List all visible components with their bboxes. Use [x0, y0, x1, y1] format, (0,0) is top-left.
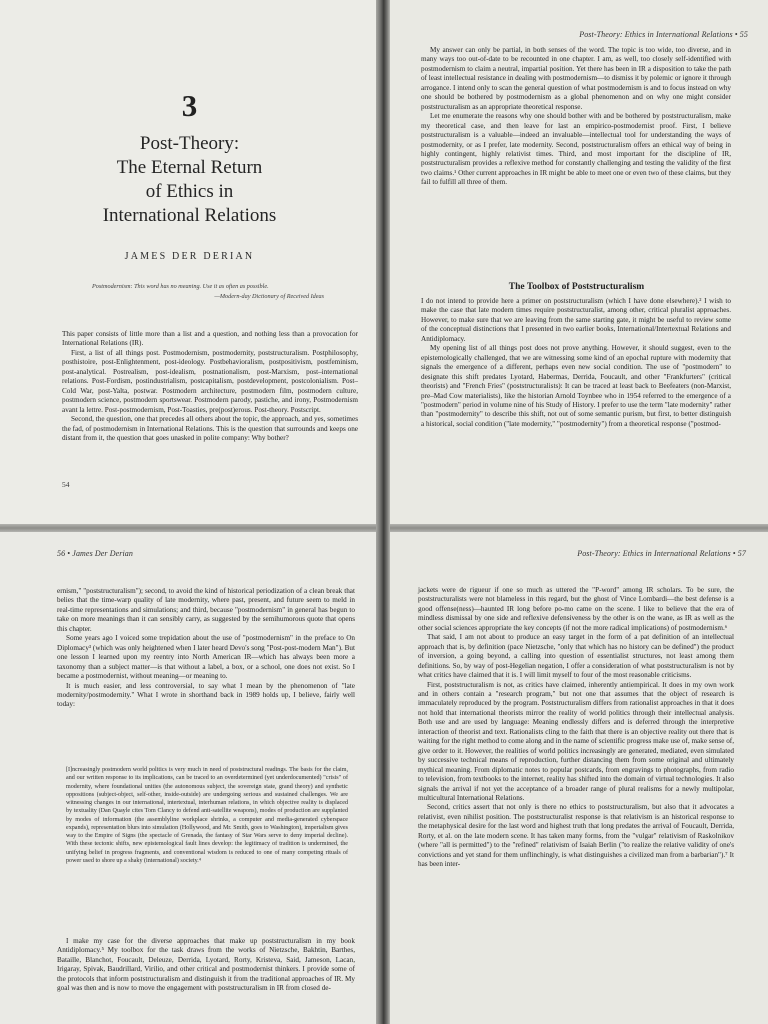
epigraph — [92, 282, 352, 302]
paragraph: Second, critics assert that not only is there no ethics to poststructuralism, but also that it advocates a relativist, even nihilist position. The poststructuralist response is that relativism is an historical response to the metaphysical desire for the last word and highest truth that long predates the arrival of Foucault, Derrida, Rorty, et al. on the late modern scene. It has taken many forms, from the "vulgar" relativism of Raskolnikov (where "all is permitted") to the "refined" relativism of Isaiah Berlin ("to realize the relative validity of one's convictions and yet stand for them unflinchingly, is what distinguishes a civilized man from a barbarian").⁷ It has been inter- — [418, 803, 734, 869]
chapter-title — [0, 132, 379, 228]
paragraph: First, poststructuralism is not, as critics have claimed, inherently antiempirical. It does in my own work and in others contain a "research program," but not one that assumes that the object of research is immaculately reproduced by the program. Poststructuralism differs from rationalist approaches in that it does not hold that international theorists mirror the reality of world politics through their intellectual analysis. Both use and are used by language: Meaning endlessly differs and is deferred through the interpretive interaction of theorist and text. Rationalists cling to the faith that there is an objective reality out there that is waiting for the right method to come along and in the name of scientific progress make use of, make sense of, give order to it. However, the realities of world politics increasingly are generated, mediated, even simulated by successive technical means of reproduction, further distancing them from some original and ultimately mythical meaning. From diplomatic notes to popular postcards, from engravings to photographs, from radio to television, from textbooks to the internet, reality has shifted into the domain of virtual technologies. It also signals the arrival if not yet the acceptance of a broader range of plural realisms for a newly multipolar, multicultural International Relations. — [418, 680, 734, 802]
epigraph-text: Postmodernism: This word has no meaning. Use it as often as possible. — [92, 283, 269, 290]
paragraph: My answer can only be partial, in both senses of the word. The topic is too wide, too diverse, and in many ways too out-of-date to be recounted in one chapter. I am, as well, too closely self-identified with postmodernism to claim a neutral, impartial position. Yet there has been in IR a disposition to take the path of least intellectual resistance in dealing with postmodernism—to dismiss it by polemic or ignore it through arrogance. I intend only to scan the general question of what postmodernism is and to focus instead on why one should be bothered by postmodernism as a global phenomenon and on why one might consider poststructuralism as an appropriate theoretical response. — [421, 46, 731, 111]
paragraph: ernism," "poststructuralism"); second, to avoid the kind of historical periodization of a clean break that belies that the time-warp quality of late modernity, where past, present, and future seem to meld in real-time representations and simulations; and third, because "postmodernism" in general has begun to take on more meanings than it can sensibly carry, as suggested by the semihumorous quote that opens this chapter. — [57, 587, 355, 633]
running-head: 56 • James Der Derian — [57, 549, 133, 558]
page-56 — [0, 532, 379, 1024]
running-head: Post-Theory: Ethics in International Relations • 57 — [577, 549, 746, 558]
paragraph: Let me enumerate the reasons why one should bother with and be bothered by poststructuralism, make my theoretical case, and then leave for last an empirico-postmodernist proof. First, I believe poststructuralism is a valuable—indeed an invaluable—intellectual tool for understanding the ways of postmodernity, or as I prefer, late modernity. Second, poststructuralism offers an ethical way of being in highly contingent, highly relativist times. Third, and most important for the discipline of IR, poststructuralism provides a reflexive method for constantly challenging and testing the validity of the first two claims.¹ Other current approaches in IR might be able to meet one or even two of these claims, but they fail to fulfill all three of them. — [421, 112, 731, 187]
chapter-number: 3 — [181, 88, 198, 123]
chapter-title-line: International Relations — [102, 205, 277, 226]
paragraph: First, a list of all things post. Postmodernism, postmodernity, poststructuralism. Postphilosophy, posthistoire, post-Enlightenment, post-ideology. Postbehavioralism, postpositivism, postfeminism, post-analytical. Postrealism, post-idealism, postnationalism, post-Marxism, post–international relations. Post-Fordism, postindustrialism, postcapitalism, postdevelopment, postcolonialism. Post–Cold War, post-Yalta, postwar. Postmodern architecture, postmodern film, postmodern culture, postmodern science, postmodern sportswear. Postmodern parody, pastiche, and irony, Postmodernism avant la lettre. Post-postmodernism, Post-Toasties, pre(post)erous. Post-theory. Postscript. — [62, 348, 358, 414]
paragraph: I make my case for the diverse approaches that make up poststructuralism in my book Antidiplomacy.⁵ My toolbox for the task draws from the works of Nietzsche, Bakhtin, Barthes, Bataille, Blanchot, Foucault, Deleuze, Derrida, Lyotard, Rorty, Kristeva, Said, Jameson, Lacan, Irigaray, Spivak, Baudrillard, Virilio, and other critical and postmodernist thinkers. I provide some of the protocols that inform poststructuralism and distinguish it from the traditional approaches of IR. My goal was then and is now to move the engagement with poststructuralism in IR from closed de- — [57, 937, 355, 993]
chapter-title-line: The Eternal Return — [116, 157, 263, 178]
epigraph-source: —Modern-day Dictionary of Received Ideas — [214, 293, 324, 300]
body-text — [62, 330, 358, 443]
body-text — [418, 586, 734, 870]
page-55 — [385, 0, 768, 524]
paragraph: My opening list of all things post does not prove anything. However, it should suggest, even to the epistemologically challenged, that we are witnessing some kind of an epochal rupture with modernity that signals the emergence of a different, perhaps even new social condition. The use of "postmodern" to designate this shift predates Lyotard, Habermas, Derrida, Foucault, and other "Frankfurters" (critical theorists) and "French Fries" (poststructuralists): It can be traced at least back to Beefeaters (non-Marxist, pre–Mad Cow materialists), like the historian Arnold Toynbee who in 1954 referred to the emergence of a "postmodern" period in volume nine of his Study of History. I prefer to use the term "late modernity" rather than "postmodernity" to describe this shift, not out of some semantic purism, but first, to better distinguish a historical, social condition ("late modernity," "postmodernity") from a theoretical response ("postmod- — [421, 344, 731, 428]
paragraph: Some years ago I voiced some trepidation about the use of "postmodernism" in the preface to On Diplomacy³ (which was only heightened when I later heard Devo's song "Post-post-modern Man"). But one lesson I learned upon my reentry into North American IR—which has always been more a taxonomy than a subject matter—is that without a label, a box, or a school, one does not exist. So I became a postmodernist, without meaning—or meaning to. — [57, 634, 355, 681]
paragraph: It is much easier, and less controversial, to say what I mean by the phenomenon of "late modernity/postmodernity." What I wrote in shorthand back in 1989 holds up, I believe, fairly well today: — [57, 681, 355, 709]
paragraph: I do not intend to provide here a primer on poststructuralism (which I have done elsewhere).² I wish to make the case that late modern times require poststructuralist, among other, critical pluralist approaches. However, to make sure that we are leaving from the same starting gate, it might be useful to review some of the conceptual distinctions that I presented in two earlier books, International/Intertextual Relations and Antidiplomacy. — [421, 297, 731, 343]
body-text — [57, 587, 355, 710]
page-54 — [0, 0, 379, 524]
chapter-title-line: Post-Theory: — [139, 133, 240, 154]
chapter-title-line: of Ethics in — [145, 181, 234, 202]
paragraph: jackets were de rigueur if one so much as uttered the "P-word" among IR scholars. To be sure, the poststructuralists were not blameless in this regard, but the ghost of Vince Lombardi—the best defense is a good offense(ness)—haunted IR long before po-mo came on the scene. I like to believe that the era of mindless dismissal by one side and reflexive defensiveness by the other is on the wane, as IR as well as the other social sciences appropriate the key concepts (if not the more radical implications) of postmodernism.⁶ — [418, 586, 734, 632]
page-number: 54 — [62, 480, 70, 489]
page-57 — [385, 532, 768, 1024]
body-text — [57, 937, 355, 994]
paragraph: This paper consists of little more than a list and a question, and nothing less than a provocation for International Relations (IR). — [62, 330, 358, 348]
body-text — [421, 46, 731, 188]
body-text — [421, 297, 731, 429]
author-name: JAMES DER DERIAN — [124, 251, 255, 262]
running-head: Post-Theory: Ethics in International Relations • 55 — [579, 30, 748, 39]
section-heading: The Toolbox of Poststructuralism — [508, 282, 645, 292]
block-quote: [I]ncreasingly postmodern world politics is very much in need of poststructural readings. The basis for the claim, and our written response to its implications, can be traced to an overdetermined (yet underdocumented) "crisis" of modernity, where foundational unities (the autonomous subject, the sovereign state, grand theory) and synthetic oppositions (subject-object, self-other, inside-outside) are undergoing serious and sustained challenges. We are witnessing changes in our international, intertextual, interhuman relations, in which objective reality is displaced by textuality (Dan Quayle cites Tom Clancy to defend anti-satellite weapons), modes of production are supplanted by modes of information (the assemblyline workplace shrinks, a computer and media-generated cyberspace expands), representation blurs into simulation (Hollywood, and Mr. Smith, goes to Washington), imperialism gives way to the Empire of Signs (the spectacle of Grenada, the fantasy of Star Wars serve to deny imperial decline). With these tectonic shifts, new epistemological fault lines develop: the legitimacy of tradition is undermined, the unifying belief in progress fragments, and conventional wisdom is reduced to one of many competing rituals of power used to shore up a shaky (international) society.⁴ — [66, 767, 348, 864]
paragraph: Second, the question, one that precedes all others about the topic, the approach, and yes, sometimes the fad, of postmodernism in International Relations. This is the question that surrounds and keeps one distant from it, the question that goes unasked in polite company: Why bother? — [62, 415, 358, 442]
paragraph: That said, I am not about to produce an easy target in the form of a pat definition of an intellectual approach that is, by definition (pace Nietzsche, "only that which has no history can be defined") the product of inversion, a going beyond, a calling into question of essentialist structures, not least among them definitions. So, by way of post-Hegelian negation, I offer a consideration of what poststructuralism is not by what critics have claimed that it is. I will limit myself to four of the most reasonable criticisms. — [418, 633, 734, 680]
book-gutter — [376, 0, 390, 1024]
